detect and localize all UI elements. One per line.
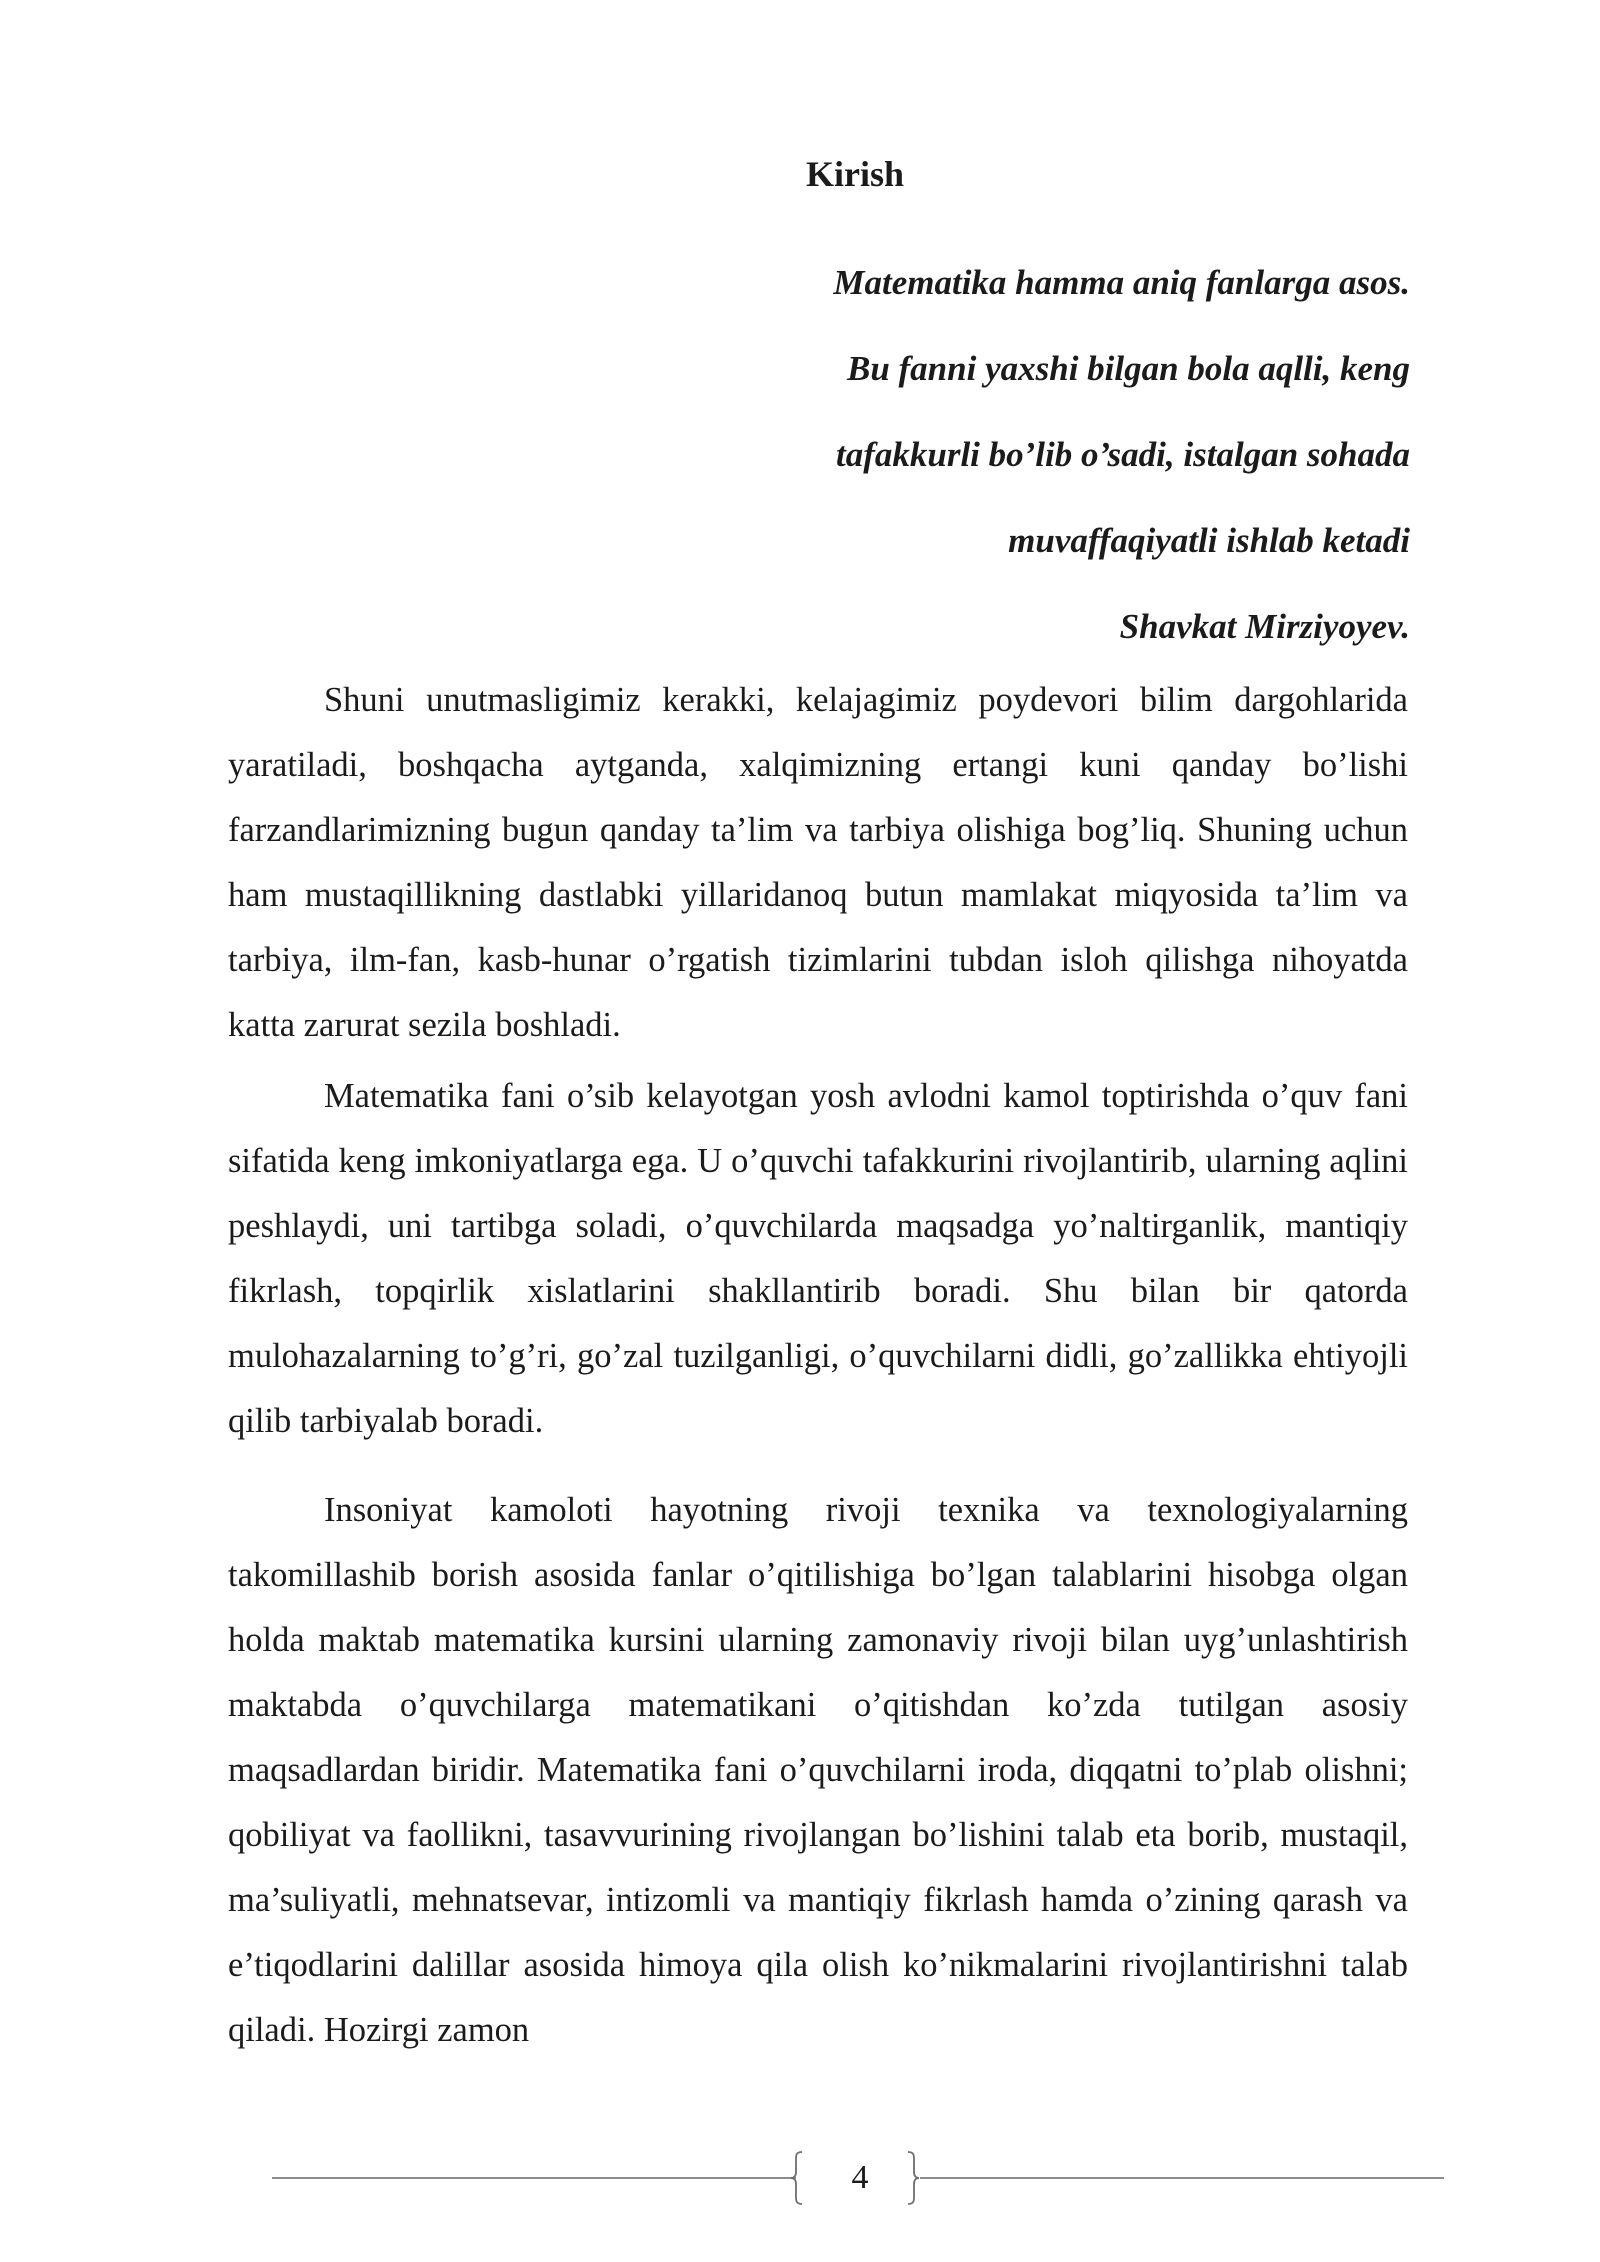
epigraph-author: Shavkat Mirziyoyev. xyxy=(1119,607,1410,646)
epigraph-line: muvaffaqiyatli ishlab ketadi xyxy=(1008,521,1410,560)
page-number: 4 xyxy=(851,2159,869,2196)
epigraph-line: tafakkurli bo’lib o’sadi, istalgan sohada xyxy=(835,435,1410,474)
epigraph-line: Bu fanni yaxshi bilgan bola aqlli, keng xyxy=(846,349,1410,388)
body-paragraph: Shuni unutmasligimiz kerakki, kelajagimiz poydevori bilim dargohlarida yaratiladi, boshqacha aytganda, xalqimizning ertangi kuni qanday bo’lishi farzandlarimizning bugun qanday ta’lim va tarbiya olishiga bog’liq. Shuning uchun ham mustaqillikning dastlabki yillaridanoq butun mamlakat miqyosida ta’lim va tarbiya, ilm-fan, kasb-hunar o’rgatish tizimlarini tubdan isloh qilishga nihoyatda katta zarurat sezila boshladi. xyxy=(228,681,1408,1044)
footer-brace-right-icon xyxy=(906,2150,920,2206)
footer-rule-right xyxy=(920,2177,1444,2179)
epigraph xyxy=(710,240,1410,670)
body-paragraph: Matematika fani o’sib kelayotgan yosh avlodni kamol toptirishda o’quv fani sifatida keng imkoniyatlarga ega. U o’quvchi tafakkurini rivojlantirib, ularning aqlini peshlaydi, uni tartibga soladi, o’quvchilarda maqsadga yo’naltirganlik, mantiqiy fikrlash, topqirlik xislatlarini shakllantirib boradi. Shu bilan bir qatorda mulohazalarning to’g’ri, go’zal tuzilganligi, o’quvchilarni didli, go’zallikka ehtiyojli qilib tarbiyalab boradi. xyxy=(228,1077,1408,1440)
epigraph-line: Matematika hamma aniq fanlarga asos. xyxy=(833,263,1410,302)
section-heading: Kirish xyxy=(806,154,905,194)
footer-brace-left-icon xyxy=(790,2150,804,2206)
footer-rule-left xyxy=(272,2177,796,2179)
body-paragraph: Insoniyat kamoloti hayotning rivoji texnika va texnologiyalarning takomillashib borish asosida fanlar o’qitilishiga bo’lgan talablarini hisobga olgan holda maktab matematika kursini ularning zamonaviy rivoji bilan uyg’unlashtirish maktabda o’quvchilarga matematikani o’qitishdan ko’zda tutilgan asosiy maqsadlardan biridir. Matematika fani o’quvchilarni iroda, diqqatni to’plab olishni; qobiliyat va faollikni, tasavvurining rivojlangan bo’lishini talab eta borib, mustaqil, ma’suliyatli, mehnatsevar, intizomli va mantiqiy fikrlash hamda o’zining qarash va e’tiqodlarini dalillar asosida himoya qila olish ko’nikmalarini rivojlantirishni talab qiladi. Hozirgi zamon xyxy=(228,1491,1408,2049)
